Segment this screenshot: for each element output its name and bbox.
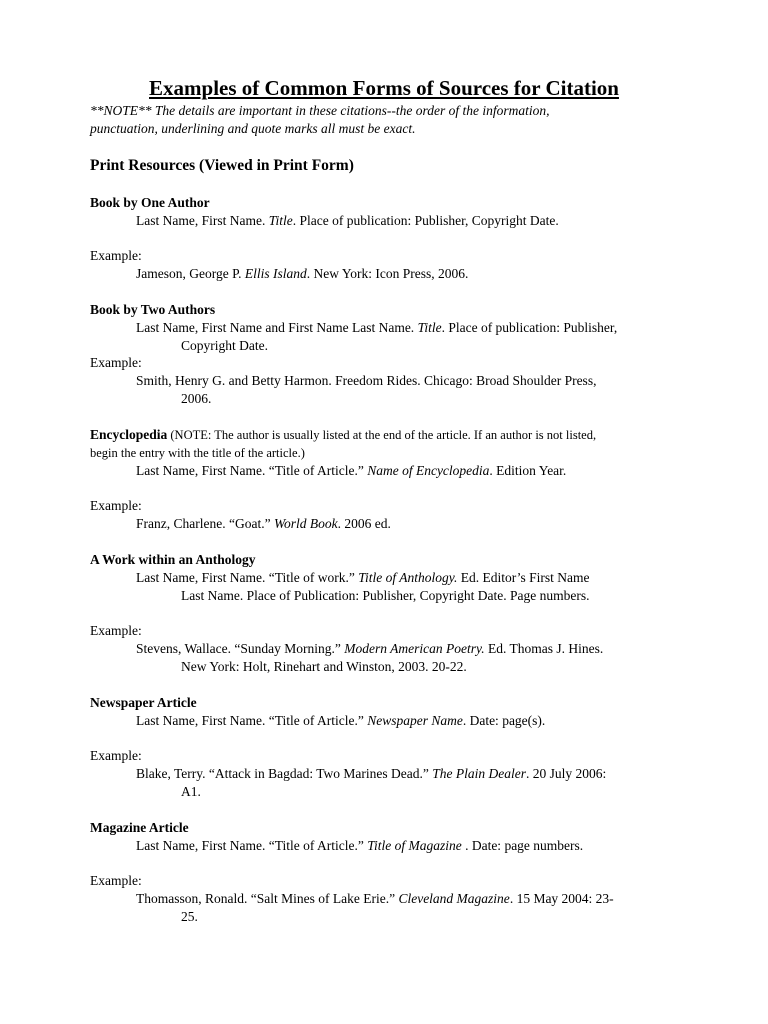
heading-book-one-author: Book by One Author [90,195,210,210]
heading-anthology: A Work within an Anthology [90,552,256,567]
example-magazine-cont: 25. [181,909,198,924]
heading-newspaper: Newspaper Article [90,695,197,710]
example-book-two-authors-cont: 2006. [181,391,212,406]
format-anthology: Last Name, First Name. “Title of work.” Title of Anthology. Ed. Editor’s First Name [136,570,590,585]
encyclopedia-note-cont: begin the entry with the title of the article.) [90,446,305,460]
note-line: **NOTE** The details are important in these citations--the order of the information, [90,103,550,118]
heading-magazine: Magazine Article [90,820,189,835]
encyclopedia-heading-line: Encyclopedia (NOTE: The author is usually listed at the end of the article. If an author is not listed, [90,427,597,442]
example-label: Example: [90,355,142,370]
section-heading: Print Resources (Viewed in Print Form) [90,157,354,174]
page-title: Examples of Common Forms of Sources for Citation [149,76,619,100]
example-anthology-cont: New York: Holt, Rinehart and Winston, 2003. 20-22. [181,659,467,674]
format-book-one-author: Last Name, First Name. Title. Place of publication: Publisher, Copyright Date. [136,213,559,228]
format-book-two-authors-cont: Copyright Date. [181,338,268,353]
format-encyclopedia: Last Name, First Name. “Title of Article.” Name of Encyclopedia. Edition Year. [136,463,567,478]
example-newspaper-cont: A1. [181,784,201,799]
format-newspaper: Last Name, First Name. “Title of Article.” Newspaper Name. Date: page(s). [136,713,546,728]
citation-note [90,102,690,138]
example-label: Example: [90,623,142,638]
example-newspaper: Blake, Terry. “Attack in Bagdad: Two Marines Dead.” The Plain Dealer. 20 July 2006: [136,766,607,781]
heading-encyclopedia: Encyclopedia [90,427,168,442]
example-label: Example: [90,248,142,263]
example-magazine: Thomasson, Ronald. “Salt Mines of Lake Erie.” Cleveland Magazine. 15 May 2004: 23- [136,891,614,906]
example-book-one-author: Jameson, George P. Ellis Island. New York: Icon Press, 2006. [136,266,469,281]
example-label: Example: [90,873,142,888]
note-line: punctuation, underlining and quote marks all must be exact. [90,121,416,136]
example-book-two-authors: Smith, Henry G. and Betty Harmon. Freedom Rides. Chicago: Broad Shoulder Press, [136,373,597,388]
example-label: Example: [90,498,142,513]
heading-book-two-authors: Book by Two Authors [90,302,216,317]
format-anthology-cont: Last Name. Place of Publication: Publisher, Copyright Date. Page numbers. [181,588,590,603]
example-anthology: Stevens, Wallace. “Sunday Morning.” Modern American Poetry. Ed. Thomas J. Hines. [136,641,604,656]
format-magazine: Last Name, First Name. “Title of Article.” Title of Magazine . Date: page numbers. [136,838,584,853]
format-book-two-authors: Last Name, First Name and First Name Last Name. Title. Place of publication: Publisher, [136,320,618,335]
example-encyclopedia: Franz, Charlene. “Goat.” World Book. 2006 ed. [136,516,391,531]
example-label: Example: [90,748,142,763]
